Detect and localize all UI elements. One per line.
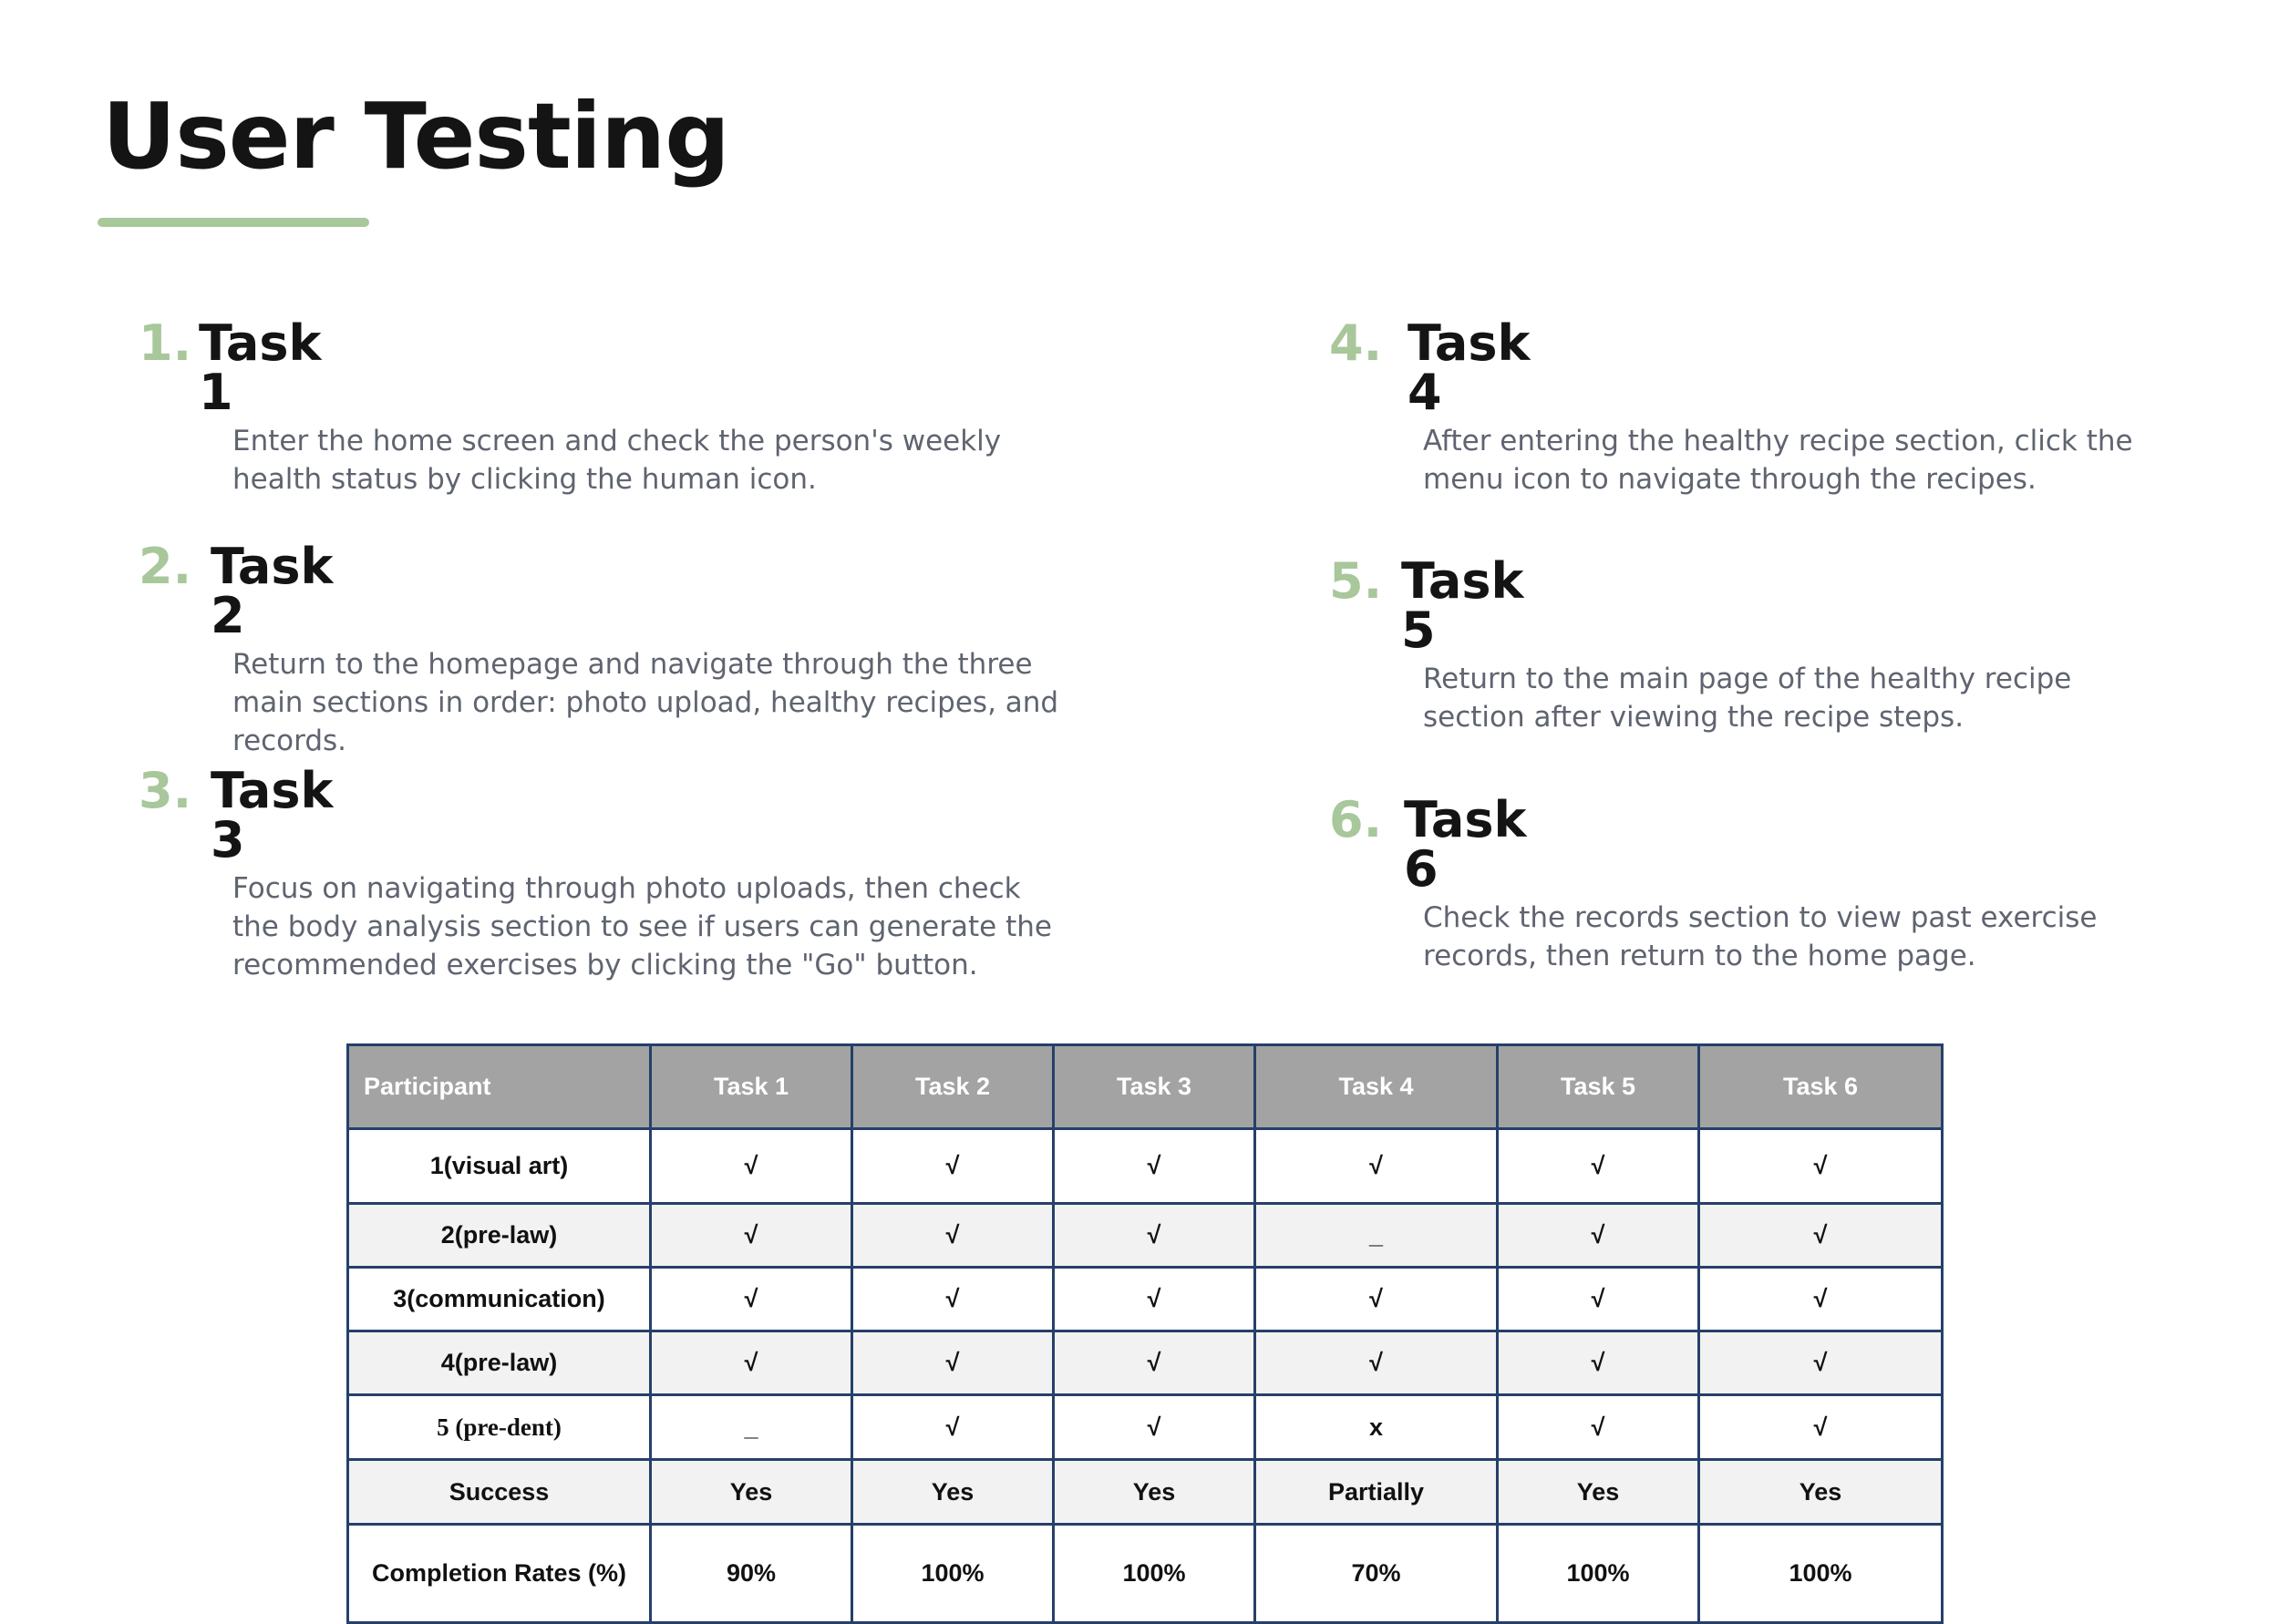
task-description: Focus on navigating through photo uploads, then check the body analysis section to see if users can generate the recommended exercises by clicking the "Go" button. <box>232 872 1052 982</box>
success-cell: Yes <box>852 1460 1054 1525</box>
table-row-success <box>348 1460 1943 1525</box>
task-description: Enter the home screen and check the person's weekly health status by clicking the human icon. <box>232 425 1002 496</box>
header-cell: Task 3 <box>1054 1045 1255 1129</box>
completion-rate: 100% <box>852 1525 1054 1623</box>
header-cell: Task 2 <box>852 1045 1054 1129</box>
check-mark: √ <box>1255 1268 1498 1331</box>
check-mark: √ <box>1054 1268 1255 1331</box>
completion-rate: 90% <box>651 1525 852 1623</box>
task-number: 1. <box>139 314 192 372</box>
check-mark: √ <box>651 1268 852 1331</box>
table-row <box>348 1204 1943 1268</box>
check-mark: √ <box>1498 1268 1699 1331</box>
participant-cell: 4(pre-law) <box>348 1331 651 1395</box>
check-mark: √ <box>1498 1129 1699 1204</box>
check-mark: √ <box>1699 1395 1943 1460</box>
check-mark: √ <box>1699 1331 1943 1395</box>
participant-cell: 5 (pre-dent) <box>348 1395 651 1460</box>
completion-rate: 70% <box>1255 1525 1498 1623</box>
task-number: 2. <box>139 538 192 595</box>
table-row-completion <box>348 1525 1943 1623</box>
table-row <box>348 1268 1943 1331</box>
task-title: Task 5 <box>1401 552 1524 659</box>
participant-cell: 1(visual art) <box>348 1129 651 1204</box>
task-number: 4. <box>1329 314 1383 372</box>
check-mark: √ <box>852 1331 1054 1395</box>
task-description: Return to the homepage and navigate through the three main sections in order: photo upload, healthy recipes, and records. <box>232 648 1059 757</box>
task-number: 5. <box>1329 552 1383 610</box>
check-mark: √ <box>852 1204 1054 1268</box>
participant-cell: 3(communication) <box>348 1268 651 1331</box>
check-mark: √ <box>1255 1129 1498 1204</box>
header-cell: Participant <box>348 1045 651 1129</box>
task-title: Task 1 <box>199 314 322 421</box>
completion-rate: 100% <box>1498 1525 1699 1623</box>
title-underline <box>98 218 369 227</box>
check-mark: √ <box>651 1129 852 1204</box>
check-mark: √ <box>1699 1268 1943 1331</box>
completion-rate: 100% <box>1054 1525 1255 1623</box>
task-title: Task 2 <box>211 538 334 644</box>
check-mark: √ <box>852 1395 1054 1460</box>
task-description: After entering the healthy recipe section, click the menu icon to navigate through the recipes. <box>1423 425 2133 496</box>
task-description: Check the records section to view past exercise records, then return to the home page. <box>1423 901 2098 972</box>
task-number: 6. <box>1329 791 1383 848</box>
row-label: Completion Rates (%) <box>348 1525 651 1623</box>
check-mark: √ <box>1054 1395 1255 1460</box>
check-mark: √ <box>1699 1204 1943 1268</box>
check-mark: √ <box>852 1129 1054 1204</box>
page-title: User Testing <box>102 83 729 190</box>
table-row <box>348 1395 1943 1460</box>
task-title: Task 3 <box>211 762 334 869</box>
check-mark: √ <box>1498 1204 1699 1268</box>
check-mark: √ <box>1054 1331 1255 1395</box>
header-cell: Task 4 <box>1255 1045 1498 1129</box>
table-row <box>348 1331 1943 1395</box>
task-title: Task 4 <box>1408 314 1531 421</box>
check-mark: √ <box>1054 1129 1255 1204</box>
results-table <box>346 1043 1944 1624</box>
table-row <box>348 1129 1943 1204</box>
success-cell: Yes <box>1699 1460 1943 1525</box>
success-cell: Yes <box>1054 1460 1255 1525</box>
check-mark: √ <box>1255 1331 1498 1395</box>
header-cell: Task 6 <box>1699 1045 1943 1129</box>
check-mark: √ <box>852 1268 1054 1331</box>
table-header-row <box>348 1045 1943 1129</box>
participant-cell: 2(pre-law) <box>348 1204 651 1268</box>
dash-mark: _ <box>1255 1204 1498 1268</box>
check-mark: √ <box>651 1331 852 1395</box>
success-cell: Partially <box>1255 1460 1498 1525</box>
success-cell: Yes <box>651 1460 852 1525</box>
task-description: Return to the main page of the healthy recipe section after viewing the recipe steps. <box>1423 663 2072 734</box>
completion-rate: 100% <box>1699 1525 1943 1623</box>
header-cell: Task 5 <box>1498 1045 1699 1129</box>
cross-mark: x <box>1255 1395 1498 1460</box>
task-number: 3. <box>139 762 192 819</box>
check-mark: √ <box>1498 1331 1699 1395</box>
success-cell: Yes <box>1498 1460 1699 1525</box>
check-mark: √ <box>1054 1204 1255 1268</box>
check-mark: √ <box>1498 1395 1699 1460</box>
task-title: Task 6 <box>1404 791 1527 898</box>
header-cell: Task 1 <box>651 1045 852 1129</box>
check-mark: √ <box>651 1204 852 1268</box>
row-label: Success <box>348 1460 651 1525</box>
check-mark: √ <box>1699 1129 1943 1204</box>
dash-mark: _ <box>651 1395 852 1460</box>
